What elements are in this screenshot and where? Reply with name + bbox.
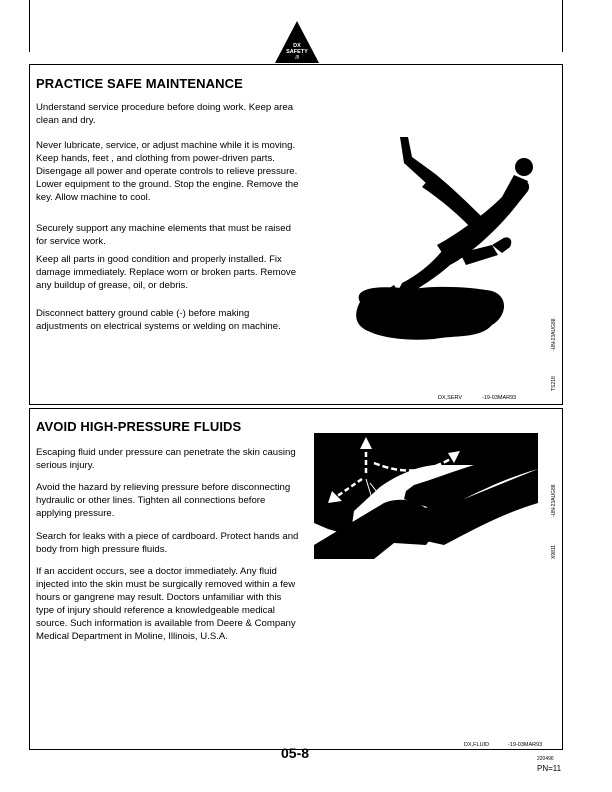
- figure-code: -UN-23AUG88: [551, 484, 557, 517]
- footer-code: DX,SERV: [438, 395, 463, 401]
- footer-date: -19-03MAR93: [482, 395, 517, 401]
- top-left-rule: [29, 0, 30, 52]
- paragraph: Securely support any machine elements that must be raised for service work.: [36, 223, 291, 247]
- logo-line-2: SAFETY: [286, 49, 308, 55]
- paragraph: Never lubricate, service, or adjust machine while it is moving. Keep hands, feet , and clothing from power-driven parts. Disengage all power and operate controls to relieve pressure. Lower equipment to the ground. Stop the engine. Remove the key. Allow machine to cool.: [36, 140, 299, 203]
- safe-maintenance-section: [29, 64, 563, 405]
- top-right-rule: [562, 0, 563, 52]
- logo-line-1: DX: [293, 43, 301, 49]
- paragraph: Disconnect battery ground cable (-) before making adjustments on electrical systems or welding on machine.: [36, 308, 281, 332]
- high-pressure-fluids-section: [29, 408, 563, 750]
- paragraph: Avoid the hazard by relieving pressure before disconnecting hydraulic or other lines. Tighten all connections before applying pressure.: [36, 482, 291, 519]
- paragraph: If an accident occurs, see a doctor immediately. Any fluid injected into the skin must be surgically removed within a few hours or gangrene may result. Doctors unfamiliar with this type of injury should reference a knowledgeable medical source. Such information is available from Deere & Company Medical Department in Moline, Illinois, U.S.A.: [36, 566, 296, 642]
- doc-date: 220496: [537, 756, 554, 762]
- safety-alert-icon: [274, 20, 320, 64]
- footer-code: DX,FLUID: [464, 742, 490, 748]
- page-number: 05-8: [281, 745, 310, 761]
- paragraph: Escaping fluid under pressure can penetrate the skin causing serious injury.: [36, 447, 296, 471]
- paragraph: Keep all parts in good condition and properly installed. Fix damage immediately. Replace worn or broken parts. Remove any buildup of grease, oil, or debris.: [36, 254, 297, 291]
- section-title: PRACTICE SAFE MAINTENANCE: [36, 76, 243, 91]
- figure-id: X9811: [551, 544, 557, 559]
- paragraph: Search for leaks with a piece of cardboard. Protect hands and body from high pressure fluids.: [36, 531, 299, 555]
- paragraph: Understand service procedure before doing work. Keep area clean and dry.: [36, 102, 294, 126]
- high-pressure-leak-illustration: [314, 433, 538, 559]
- footer-date: -19-03MAR93: [508, 742, 543, 748]
- manual-code: PN=11: [537, 764, 562, 773]
- figure-code: -UN-23AUG88: [551, 318, 557, 351]
- figure-id: TS218: [551, 376, 557, 391]
- logo-line-3: Ill: [295, 55, 299, 61]
- section-title: AVOID HIGH-PRESSURE FLUIDS: [36, 419, 242, 434]
- slipping-person-illustration: [342, 127, 542, 357]
